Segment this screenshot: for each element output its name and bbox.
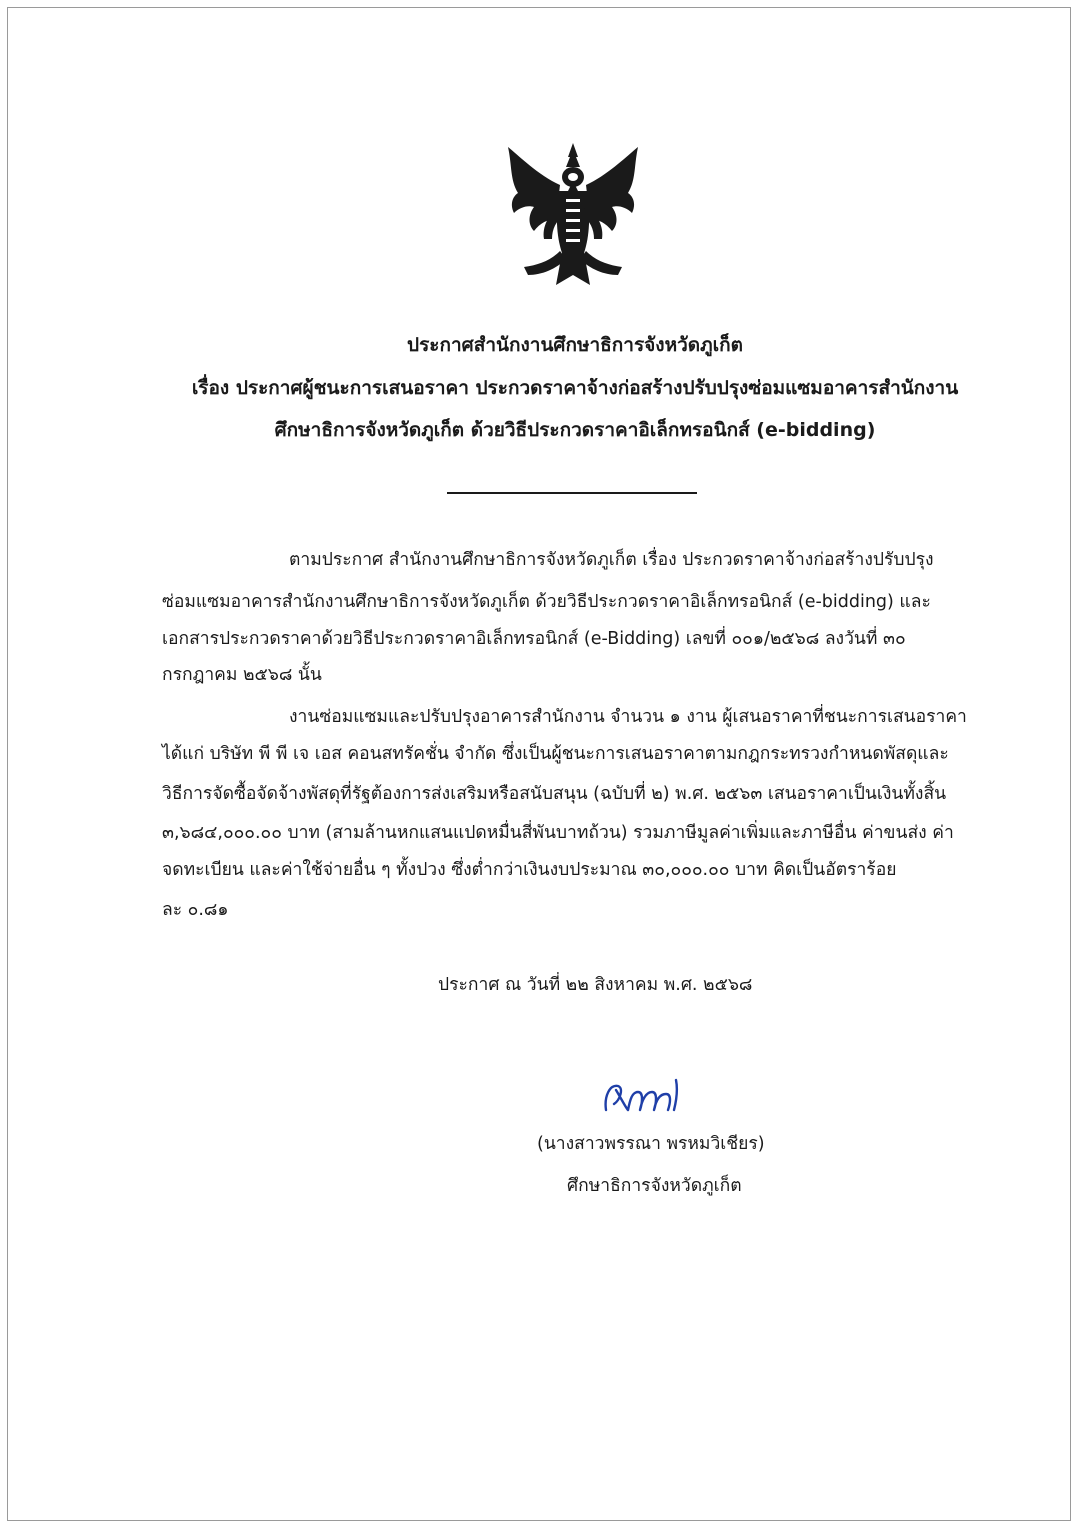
para1-line3: เอกสารประกวดราคาด้วยวิธีประกวดราคาอิเล็กทรอนิกส์ (e-Bidding) เลขที่ ๐๐๑/๒๕๖๘ ลงวันที่ ๓๐ [162,629,906,649]
handwritten-signature [598,1070,688,1120]
para2-line4: ๓,๖๘๔,๐๐๐.๐๐ บาท (สามล้านหกแสนแปดหมื่นสี่พันบาทถ้วน) รวมภาษีมูลค่าเพิ่มและภาษีอื่น ค่าขนส่ง ค่า [162,823,954,843]
heading-divider [447,492,697,494]
para2-line2: ได้แก่ บริษัท พี พี เจ เอส คอนสทรัคชั่น จำกัด ซึ่งเป็นผู้ชนะการเสนอราคาตามกฎกระทรวงกำหนดพัสดุและ [162,744,949,764]
announcement-subject-line2: ศึกษาธิการจังหวัดภูเก็ต ด้วยวิธีประกวดราคาอิเล็กทรอนิกส์ (e-bidding) [274,419,876,441]
para1-line4: กรกฎาคม ๒๕๖๘ นั้น [162,665,322,685]
para1-line1: ตามประกาศ สำนักงานศึกษาธิการจังหวัดภูเก็ต เรื่อง ประกวดราคาจ้างก่อสร้างปรับปรุง [289,550,934,570]
garuda-emblem-icon [498,135,648,295]
signatory-name: (นางสาวพรรณา พรหมวิเชียร) [537,1134,765,1154]
para2-line5: จดทะเบียน และค่าใช้จ่ายอื่น ๆ ทั้งปวง ซึ่งต่ำกว่าเงินงบประมาณ ๓๐,๐๐๐.๐๐ บาท คิดเป็นอัตราร้อย [162,860,897,880]
signatory-title: ศึกษาธิการจังหวัดภูเก็ต [567,1176,742,1196]
para1-line2: ซ่อมแซมอาคารสำนักงานศึกษาธิการจังหวัดภูเก็ต ด้วยวิธีประกวดราคาอิเล็กทรอนิกส์ (e-bidding) และ [162,592,931,612]
announcement-title: ประกาศสำนักงานศึกษาธิการจังหวัดภูเก็ต [407,334,743,356]
para2-line1: งานซ่อมแซมและปรับปรุงอาคารสำนักงาน จำนวน ๑ งาน ผู้เสนอราคาที่ชนะการเสนอราคา [289,707,967,727]
announcement-subject-line1: เรื่อง ประกาศผู้ชนะการเสนอราคา ประกวดราคาจ้างก่อสร้างปรับปรุงซ่อมแซมอาคารสำนักงาน [191,377,959,399]
para2-line3: วิธีการจัดซื้อจัดจ้างพัสดุที่รัฐต้องการส่งเสริมหรือสนับสนุน (ฉบับที่ ๒) พ.ศ. ๒๕๖๓ เสนอราคาเป็นเงินทั้งสิ้น [162,784,947,804]
announcement-date: ประกาศ ณ วันที่ ๒๒ สิงหาคม พ.ศ. ๒๕๖๘ [438,975,753,995]
para2-line6: ละ ๐.๘๑ [162,900,229,920]
